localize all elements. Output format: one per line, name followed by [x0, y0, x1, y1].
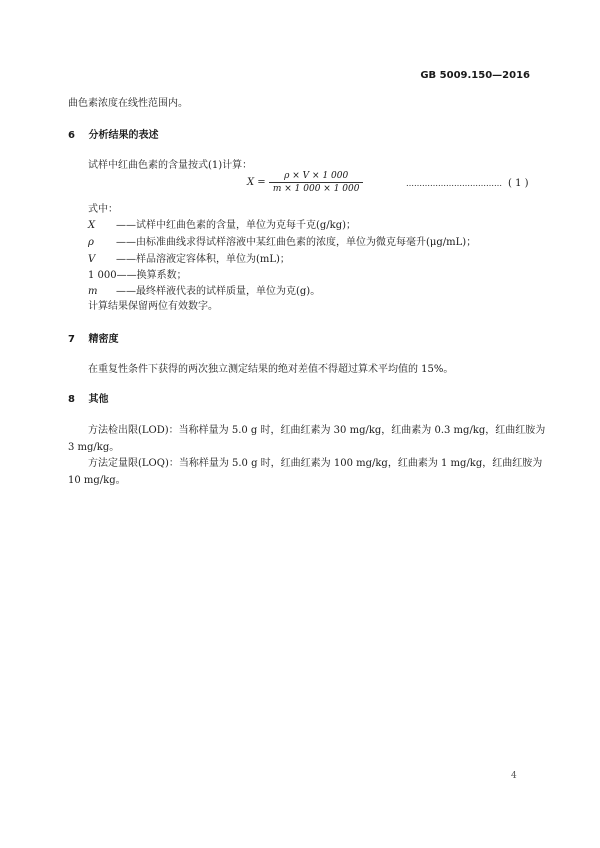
result-note: 计算结果保留两位有效数字。	[88, 301, 218, 312]
formula-lhs: X =	[247, 177, 266, 188]
where-label: 式中：	[88, 204, 118, 215]
section-title: 精密度	[88, 334, 119, 345]
lod-line-1: 方法检出限(LOD)：当称样量为 5.0 g 时，红曲红素为 30 mg/kg，红曲素为 0.3 mg/kg，红曲红胺为	[88, 425, 546, 436]
section-8-heading	[68, 390, 108, 405]
var-row	[88, 266, 187, 281]
var-row	[88, 250, 290, 265]
formula-lead: 试样中红曲色素的含量按式(1)计算：	[88, 160, 253, 171]
loq-line-2: 10 mg/kg。	[68, 475, 126, 486]
loq-line-1: 方法定量限(LOQ)：当称样量为 5.0 g 时，红曲红素为 100 mg/kg，红曲素为 1 mg/kg，红曲红胺为	[88, 458, 543, 469]
var-symbol: m	[88, 286, 98, 297]
section-6-heading	[68, 126, 158, 141]
var-row	[88, 216, 356, 231]
var-description: ——样品溶液定容体积，单位为(mL)；	[116, 254, 290, 265]
intro-line: 曲色素浓度在线性范围内。	[68, 98, 188, 109]
standard-number: GB 5009.150—2016	[420, 70, 530, 81]
page-number: 4	[511, 771, 517, 781]
formula	[247, 171, 363, 194]
var-description: ——换算系数；	[116, 270, 187, 281]
section-number: 7	[68, 334, 75, 345]
equation-number: ( 1 )	[508, 178, 529, 189]
var-symbol: ρ	[88, 237, 94, 248]
var-description: ——由标准曲线求得试样溶液中某红曲色素的浓度，单位为微克每毫升(μg/mL)；	[116, 237, 477, 248]
section-number: 8	[68, 394, 75, 405]
var-symbol: V	[88, 254, 96, 265]
formula-numerator: ρ × V × 1 000	[269, 171, 364, 183]
section-7-heading	[68, 330, 118, 345]
var-row	[88, 233, 476, 248]
var-description: ——最终样液代表的试样质量，单位为克(g)。	[116, 286, 321, 297]
precision-text: 在重复性条件下获得的两次独立测定结果的绝对差值不得超过算术平均值的 15%。	[88, 364, 454, 375]
section-title: 分析结果的表述	[88, 130, 159, 141]
section-number: 6	[68, 130, 75, 141]
formula-dots: ………………………………	[406, 179, 502, 188]
var-row	[88, 282, 320, 297]
var-description: ——试样中红曲色素的含量，单位为克每千克(g/kg)；	[116, 220, 357, 231]
section-title: 其他	[88, 394, 109, 405]
formula-denominator: m × 1 000 × 1 000	[272, 184, 360, 194]
lod-line-2: 3 mg/kg。	[68, 442, 120, 453]
var-symbol: X	[88, 220, 96, 231]
formula-fraction	[269, 171, 364, 194]
var-symbol: 1 000	[88, 270, 117, 281]
